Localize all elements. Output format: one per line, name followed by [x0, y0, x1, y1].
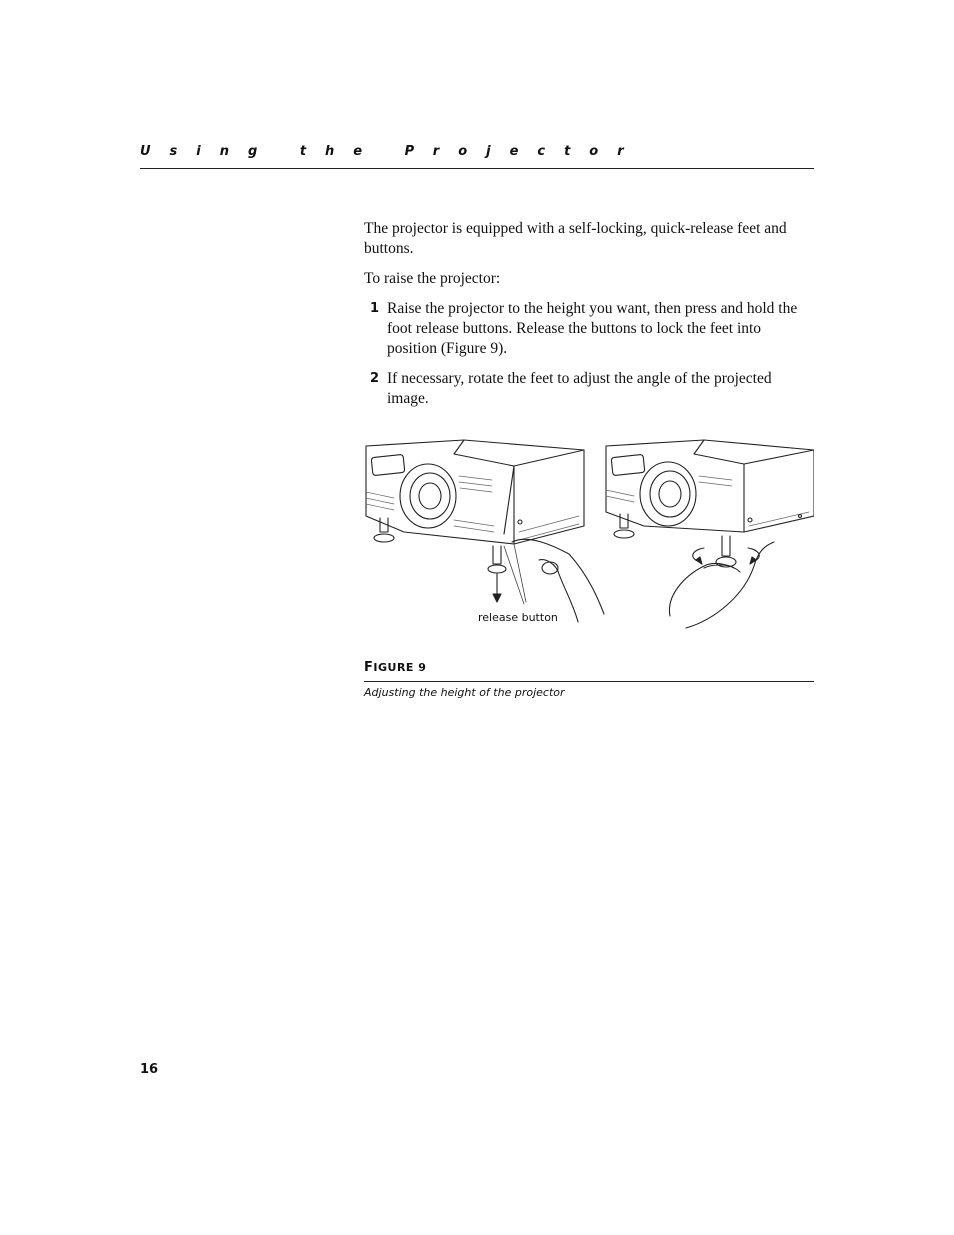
running-head: Using the Projector — [140, 144, 643, 159]
left-projector — [366, 440, 604, 622]
projector-illustration — [364, 436, 814, 632]
page-number: 16 — [140, 1062, 159, 1077]
intro-paragraph — [364, 219, 814, 259]
header-rule — [140, 168, 814, 169]
list-item — [364, 299, 814, 359]
intro-text: The projector is equipped with a self-locking, quick-release feet and buttons. — [364, 220, 787, 257]
figure-rule — [364, 681, 814, 682]
figure-title-initial: F — [364, 660, 374, 675]
step-text: Raise the projector to the height you want, then press and hold the foot release buttons. Release the buttons to lock the feet into position (Figure 9). — [387, 300, 798, 357]
release-button-callout: release button — [478, 611, 558, 624]
figure-title — [364, 660, 426, 675]
step-text: If necessary, rotate the feet to adjust the angle of the projected image. — [387, 370, 772, 407]
figure-title-rest: IGURE 9 — [373, 661, 427, 674]
right-projector — [606, 440, 814, 628]
lead-text: To raise the projector: — [364, 270, 501, 287]
step-number: 1 — [370, 301, 380, 316]
list-item — [364, 369, 814, 409]
figure-caption: Adjusting the height of the projector — [364, 686, 565, 699]
step-number: 2 — [370, 371, 380, 386]
steps-list — [364, 299, 814, 419]
lead-paragraph — [364, 269, 814, 289]
